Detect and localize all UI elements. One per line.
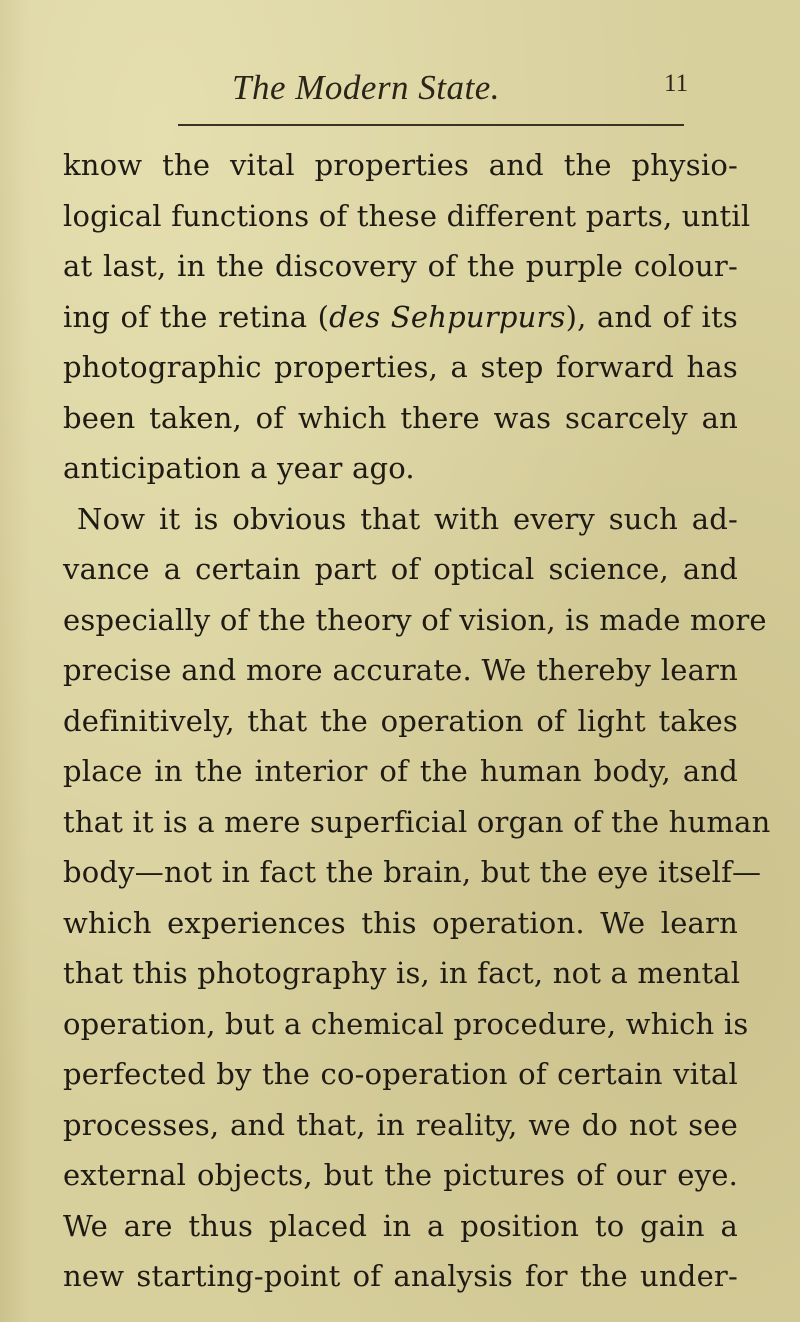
text-line: new starting-point of analysis for the under- <box>63 1259 738 1293</box>
text-line: body—not in fact the brain, but the eye itself— <box>63 855 762 889</box>
text-line: which experiences this operation. We learn <box>63 905 738 940</box>
italic-term: des Sehpurpurs <box>329 299 566 334</box>
text-line: Now it is obvious that with every such ad- <box>77 501 738 536</box>
text-line: at last, in the discovery of the purple colour- <box>63 249 738 283</box>
text-line: perfected by the co-operation of certain vital <box>63 1057 738 1091</box>
text-segment: ), and of its <box>565 299 738 334</box>
text-line: anticipation a year ago. <box>63 451 415 485</box>
text-line: photographic properties, a step forward has <box>63 350 738 384</box>
text-line: that it is a mere superficial organ of the human <box>63 804 771 839</box>
text-line: We are thus placed in a position to gain a <box>63 1208 738 1243</box>
text-line: especially of the theory of vision, is made more <box>63 602 767 637</box>
body-text <box>63 140 771 1302</box>
text-line: logical functions of these different parts, until <box>63 198 751 233</box>
text-line: that this photography is, in fact, not a mental <box>63 956 741 990</box>
text-line: processes, and that, in reality, we do not see <box>63 1107 738 1142</box>
text-line: vance a certain part of optical science, and <box>63 552 738 586</box>
running-head-title: The Modern State. <box>232 68 501 107</box>
text-segment: ing of the retina ( <box>63 299 330 334</box>
text-line: place in the interior of the human body, and <box>63 754 738 788</box>
running-head <box>0 68 800 108</box>
text-line: operation, but a chemical procedure, which is <box>63 1006 749 1041</box>
text-line: external objects, but the pictures of our eye. <box>63 1158 738 1192</box>
header-rule <box>178 124 684 126</box>
text-line: know the vital properties and the physio- <box>63 148 738 182</box>
text-line: definitively, that the operation of light takes <box>63 703 738 738</box>
text-line: precise and more accurate. We thereby learn <box>63 653 738 687</box>
text-line <box>63 292 738 343</box>
text-line: been taken, of which there was scarcely an <box>63 400 738 435</box>
page-number: 11 <box>664 70 689 97</box>
